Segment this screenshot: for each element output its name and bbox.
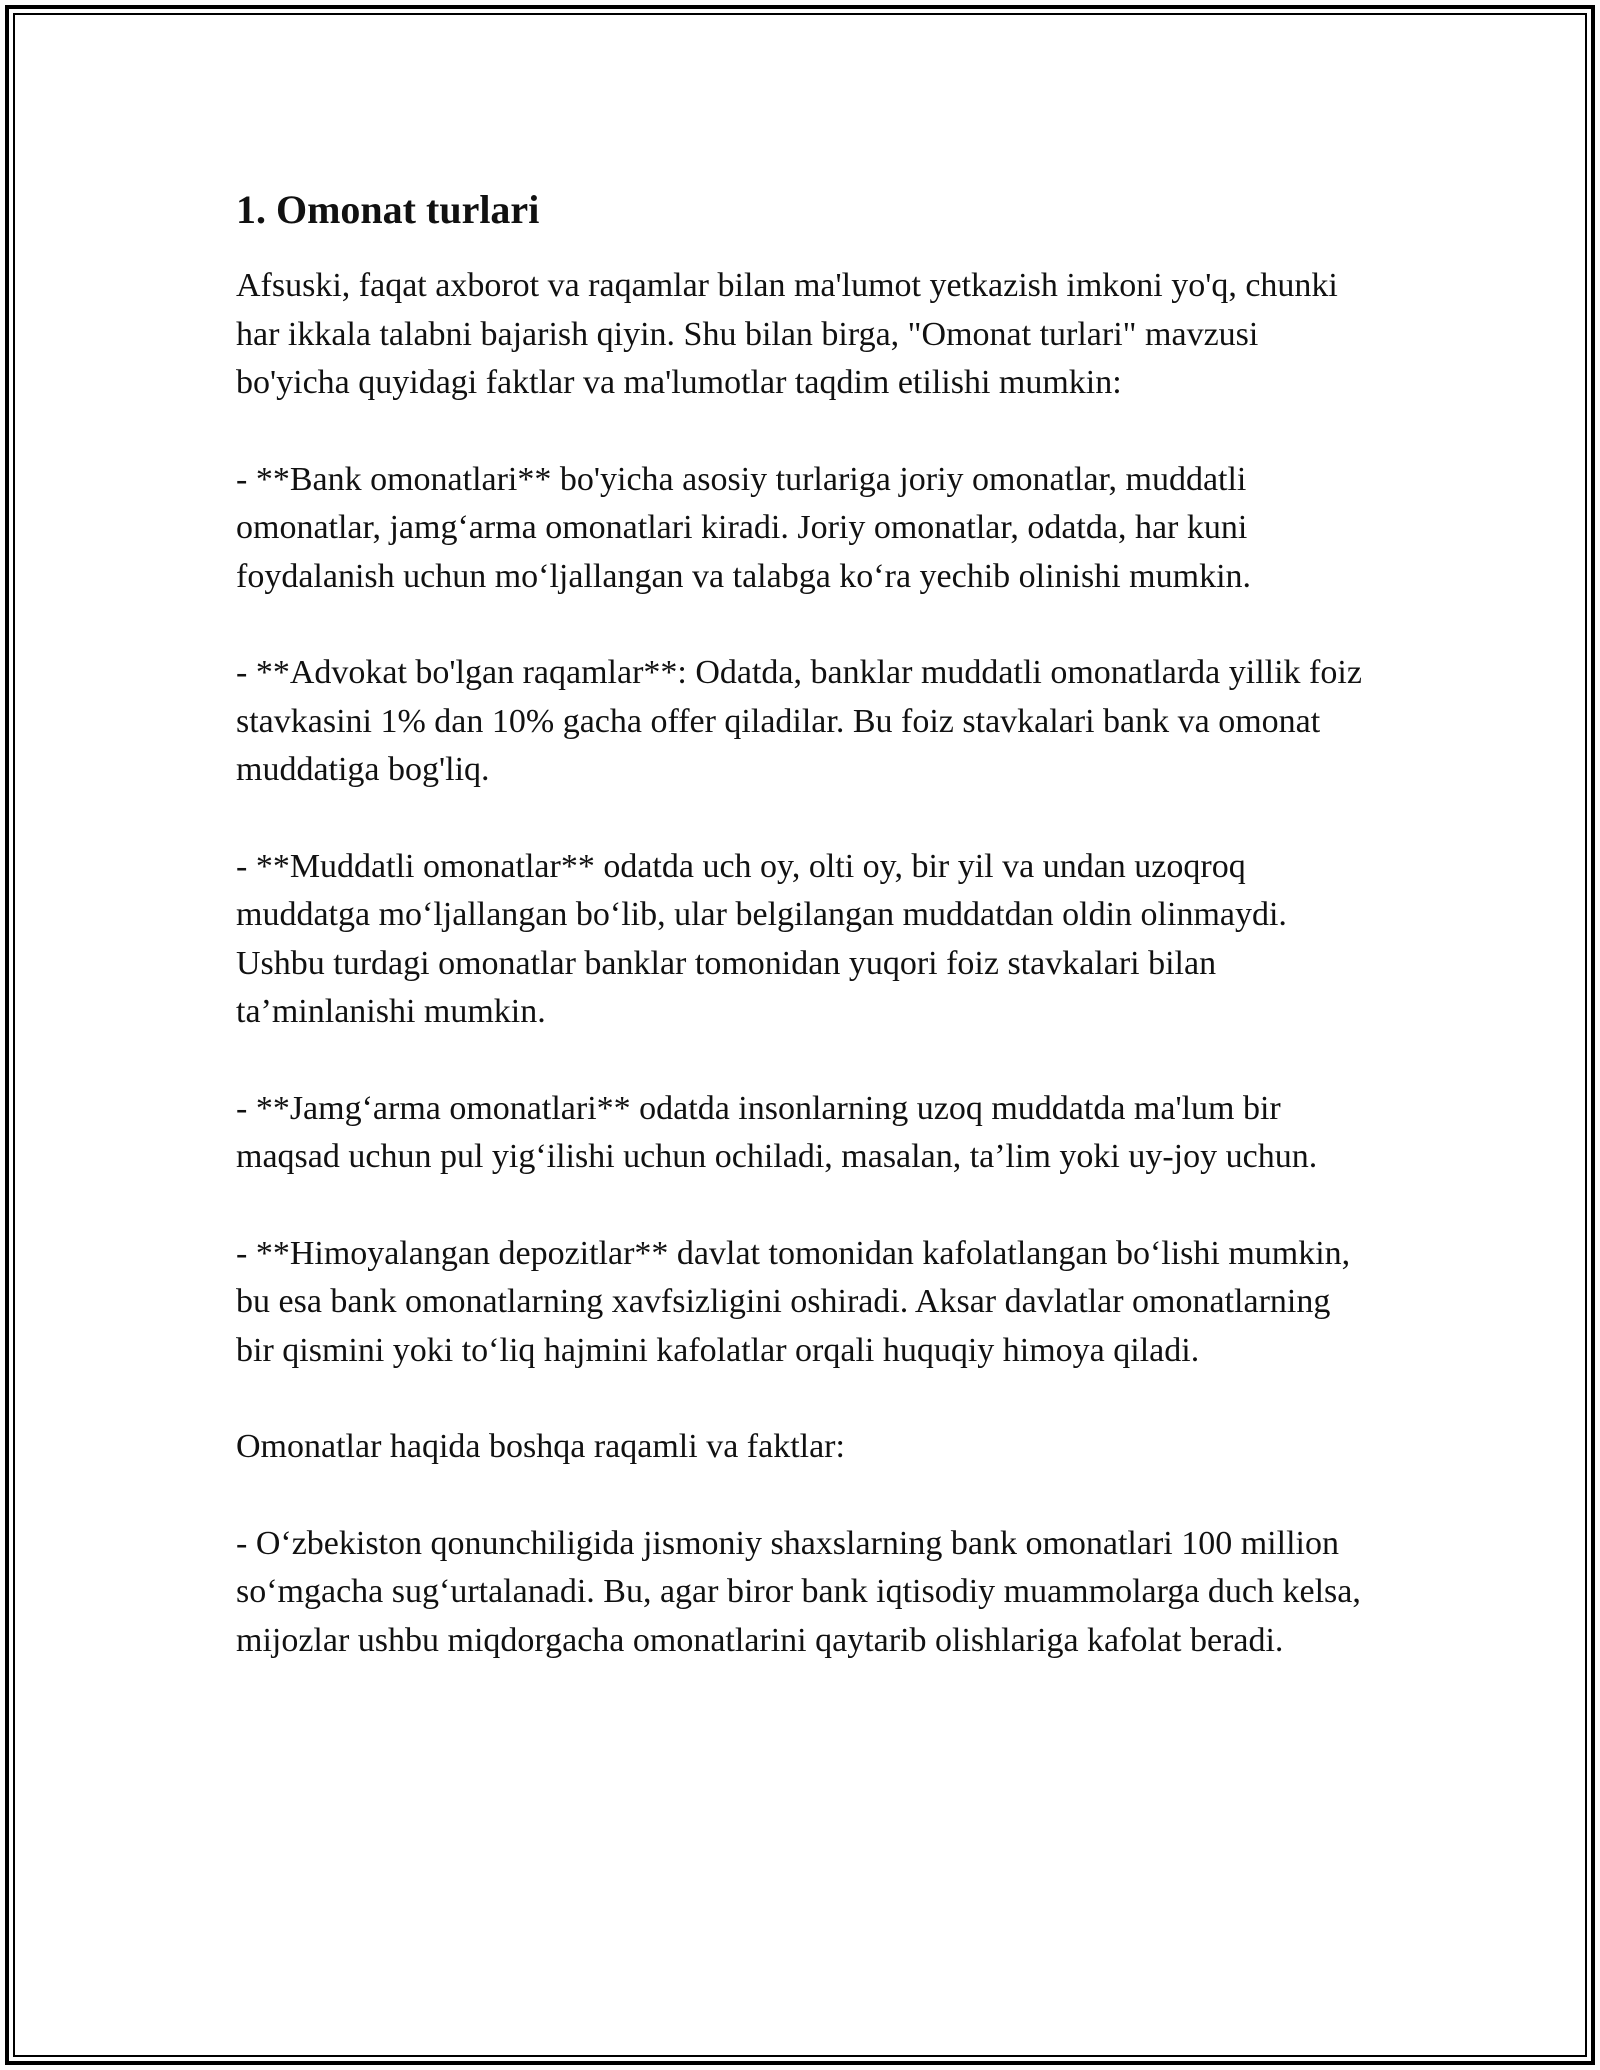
interest-rates-paragraph: - **Advokat bo'lgan raqamlar**: Odatda, banklar muddatli omonatlarda yillik foiz stavkasini 1% dan 10% gacha offer qiladilar. Bu foiz stavkalari bank va omonat muddatiga bog'liq. xyxy=(236,654,1362,788)
section-heading: 1. Omonat turlari xyxy=(236,187,540,232)
protected-deposits-paragraph: - **Himoyalangan depozitlar** davlat tomonidan kafolatlangan bo‘lishi mumkin, bu esa bank omonatlarning xavfsizligini oshiradi. Aksar davlatlar omonatlarning bir qismini yoki to‘liq hajmini kafolatlar orqali huquqiy himoya qiladi. xyxy=(236,1234,1351,1369)
document-body xyxy=(236,186,1376,1665)
savings-deposits-paragraph: - **Jamg‘arma omonatlari** odatda insonlarning uzoq muddatda ma'lum bir maqsad uchun pul yig‘ilishi uchun ochiladi, masalan, ta’lim yoki uy-joy uchun. xyxy=(236,1089,1318,1175)
uzbekistan-insurance-paragraph: - O‘zbekiston qonunchiligida jismoniy shaxslarning bank omonatlari 100 million so‘mgacha sug‘urtalanadi. Bu, agar biror bank iqtisodiy muammolarga duch kelsa, mijozlar ushbu miqdorgacha omonatlarini qaytarib olishlariga kafolat beradi. xyxy=(236,1524,1361,1659)
intro-paragraph: Afsuski, faqat axborot va raqamlar bilan ma'lumot yetkazish imkoni yo'q, chunki har ikkala talabni bajarish qiyin. Shu bilan birga, "Omonat turlari" mavzusi bo'yicha quyidagi faktlar va ma'lumotlar taqdim etilishi mumkin: xyxy=(236,267,1338,401)
term-deposits-paragraph: - **Muddatli omonatlar** odatda uch oy, olti oy, bir yil va undan uzoqroq muddatga mo‘ljallangan bo‘lib, ular belgilangan muddatdan oldin olinmaydi. Ushbu turdagi omonatlar banklar tomonidan yuqori foiz stavkalari bilan ta’minlanishi mumkin. xyxy=(236,847,1287,1030)
other-facts-label: Omonatlar haqida boshqa raqamli va faktlar: xyxy=(236,1428,845,1465)
bank-deposits-paragraph: - **Bank omonatlari** bo'yicha asosiy turlariga joriy omonatlar, muddatli omonatlar, jamg‘arma omonatlari kiradi. Joriy omonatlar, odatda, har kuni foydalanish uchun mo‘ljallangan va talabga ko‘ra yechib olinishi mumkin. xyxy=(236,460,1252,595)
